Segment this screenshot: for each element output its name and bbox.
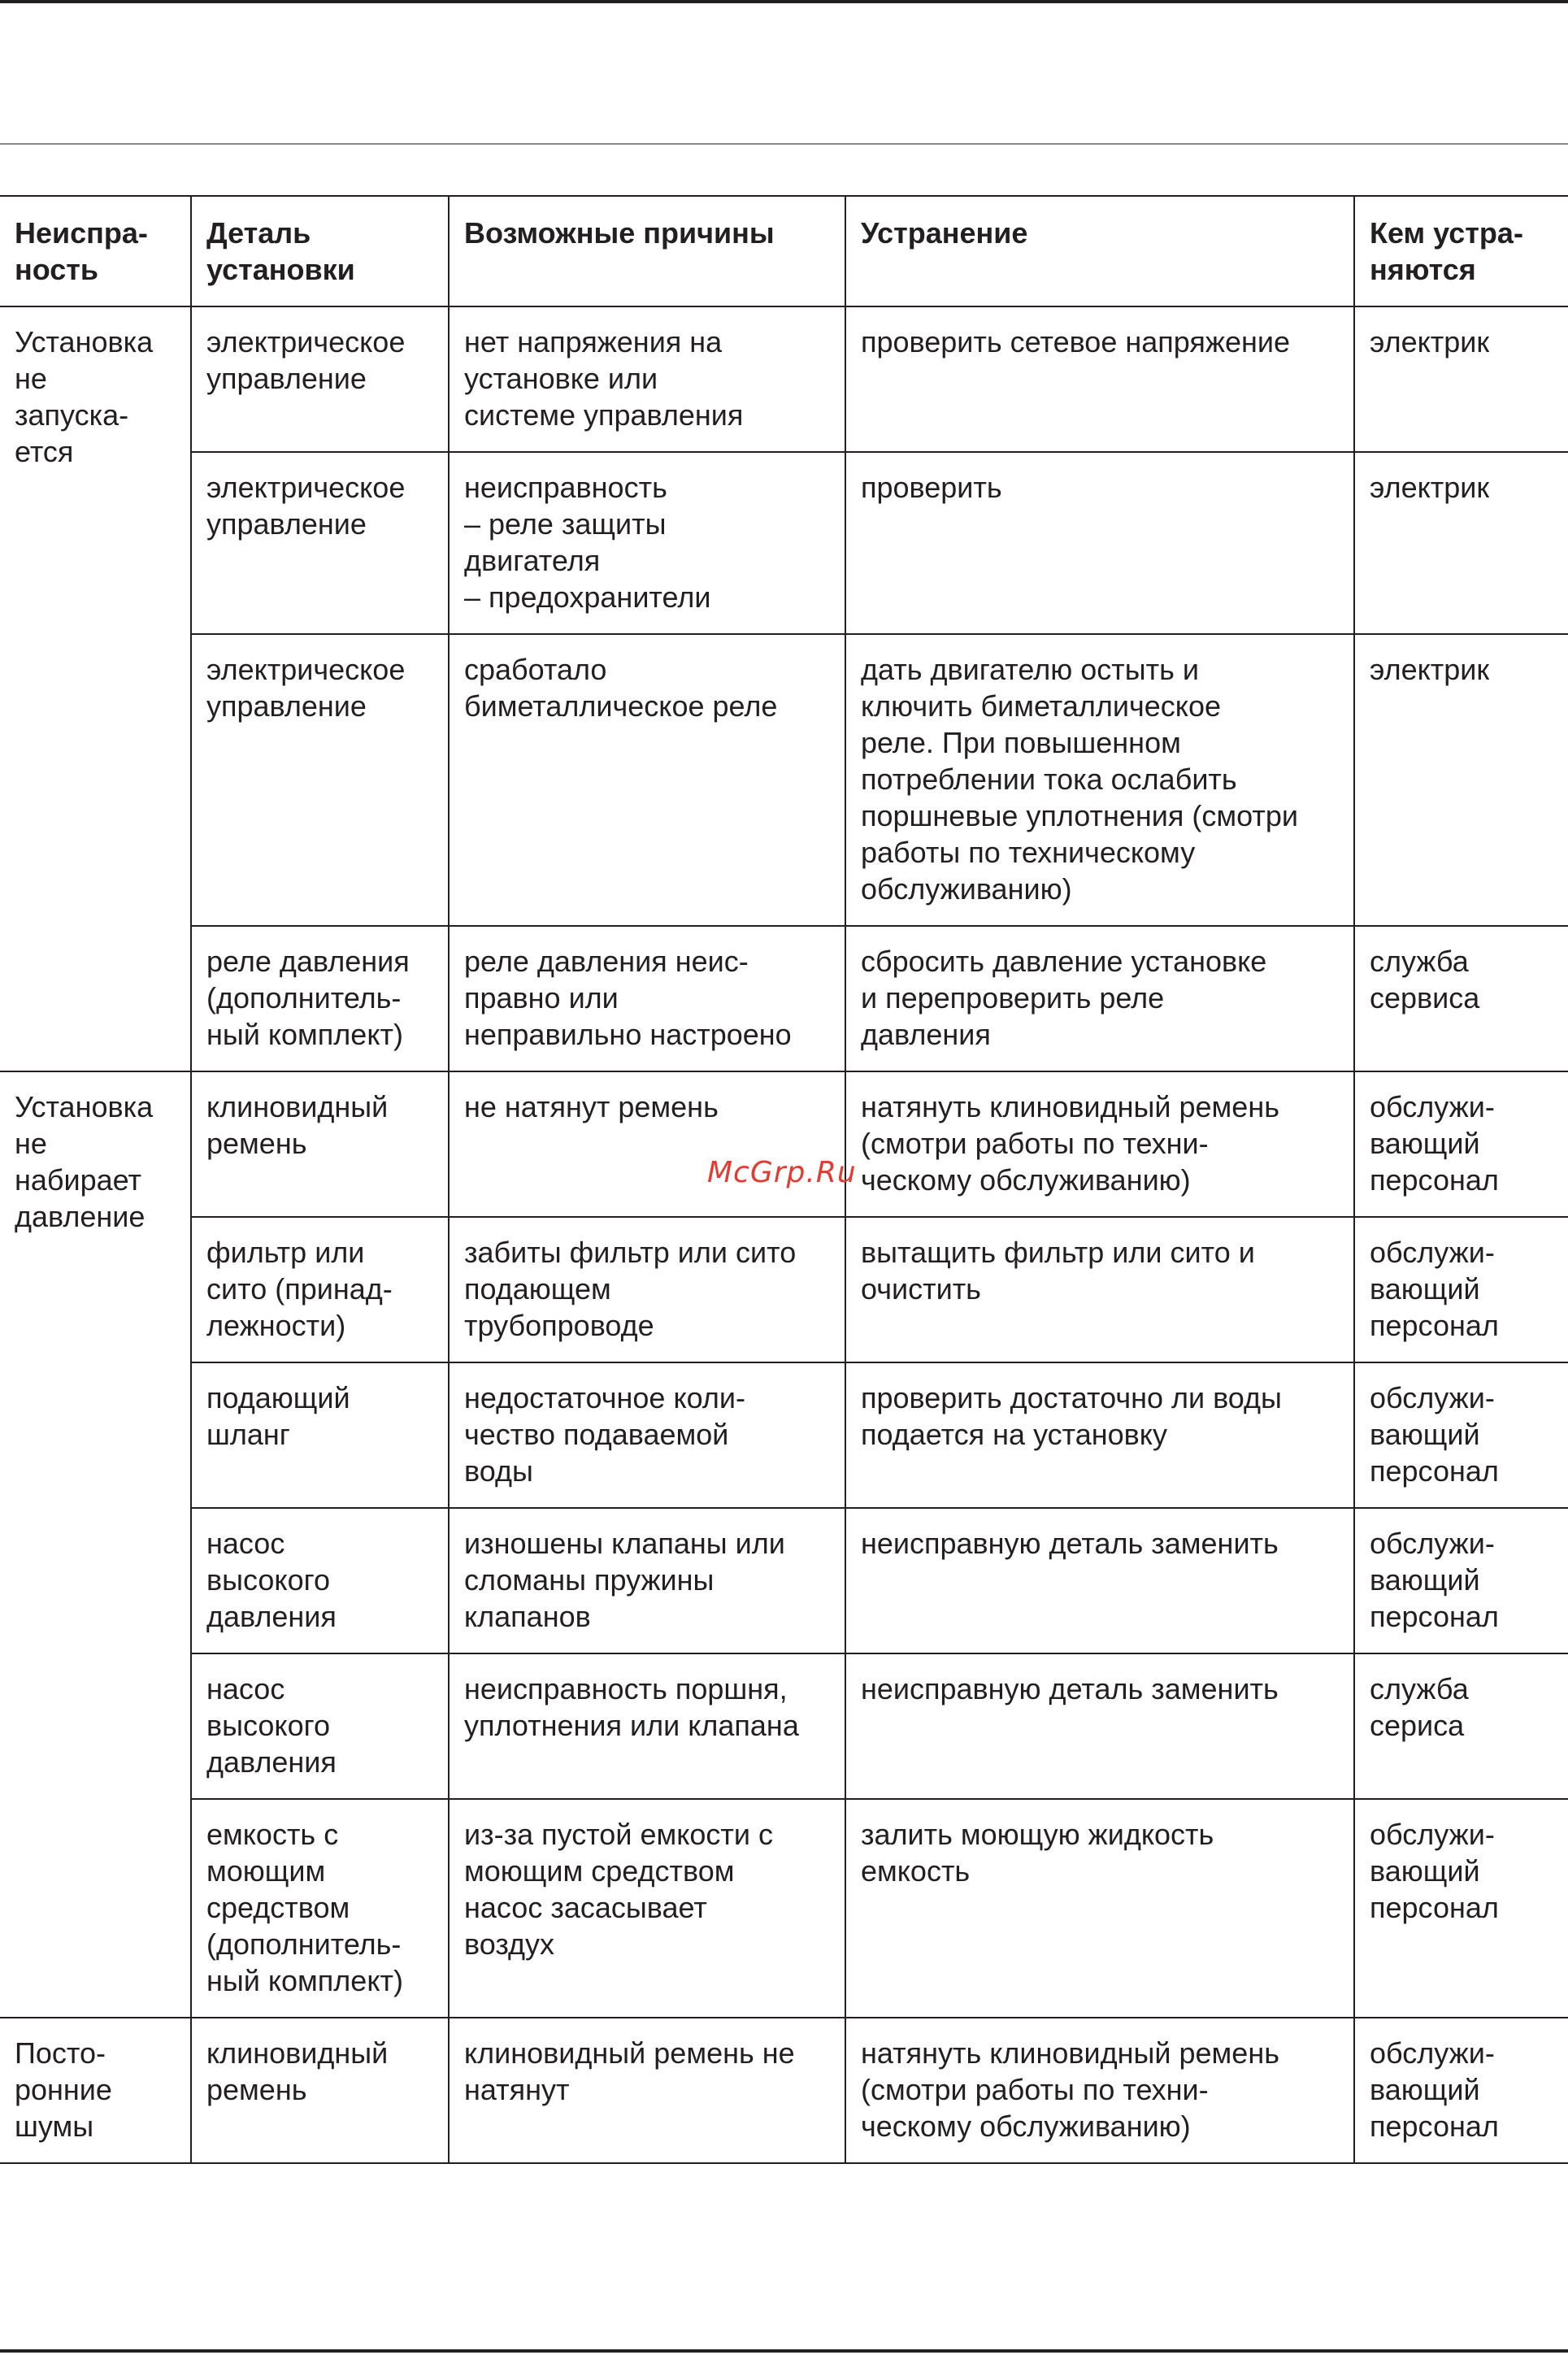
remedy-cell: натянуть клиновидный ремень (смотри работы по техни- ческому обслуживанию): [845, 1071, 1354, 1217]
remedy-cell: залить моющую жидкость емкость: [845, 1799, 1354, 2018]
remedy-cell: вытащить фильтр или сито и очистить: [845, 1217, 1354, 1362]
table-row: [0, 306, 1568, 452]
table-row: [0, 926, 1568, 1071]
remedy-cell: неисправную деталь заменить: [845, 1653, 1354, 1799]
watermark: McGrp.Ru: [707, 1156, 857, 1189]
cause-cell: неисправность – реле защиты двигателя – предохранители: [449, 452, 845, 634]
responsible-cell: электрик: [1354, 452, 1568, 634]
responsible-cell: электрик: [1354, 634, 1568, 926]
table-row: [0, 2018, 1568, 2163]
header-remedy: Устранение: [845, 196, 1354, 306]
responsible-cell: обслужи- вающий персонал: [1354, 1362, 1568, 1508]
table-row: [0, 1362, 1568, 1508]
top-rule: [0, 0, 1568, 3]
header-row: [0, 196, 1568, 306]
table-row: [0, 1071, 1568, 1217]
part-cell: насос высокого давления: [191, 1653, 449, 1799]
header-fault: Неиспра- ность: [0, 196, 191, 306]
table-body: [0, 306, 1568, 2163]
remedy-cell: натянуть клиновидный ремень (смотри работы по техни- ческому обслуживанию): [845, 2018, 1354, 2163]
table-row: [0, 452, 1568, 634]
header-responsible: Кем устра- няются: [1354, 196, 1568, 306]
fault-cell: Установка не запуска- ется: [0, 306, 191, 1071]
remedy-cell: дать двигателю остыть и ключить биметаллическое реле. При повышенном потреблении тока ослабить поршневые уплотнения (смотри работы по техническому обслуживанию): [845, 634, 1354, 926]
responsible-cell: служба сериса: [1354, 1653, 1568, 1799]
remedy-cell: проверить: [845, 452, 1354, 634]
table-row: [0, 1653, 1568, 1799]
responsible-cell: электрик: [1354, 306, 1568, 452]
part-cell: подающий шланг: [191, 1362, 449, 1508]
cause-cell: неисправность поршня, уплотнения или клапана: [449, 1653, 845, 1799]
header-rule: [0, 143, 1568, 145]
part-cell: клиновидный ремень: [191, 1071, 449, 1217]
cause-cell: забиты фильтр или сито подающем трубопроводе: [449, 1217, 845, 1362]
header-part: Деталь установки: [191, 196, 449, 306]
header-causes: Возможные причины: [449, 196, 845, 306]
part-cell: электрическое управление: [191, 306, 449, 452]
part-cell: емкость с моющим средством (дополнитель- ный комплект): [191, 1799, 449, 2018]
remedy-cell: сбросить давление установке и перепроверить реле давления: [845, 926, 1354, 1071]
remedy-cell: проверить сетевое напряжение: [845, 306, 1354, 452]
responsible-cell: служба сервиса: [1354, 926, 1568, 1071]
table-row: [0, 1799, 1568, 2018]
cause-cell: сработало биметаллическое реле: [449, 634, 845, 926]
part-cell: реле давления (дополнитель- ный комплект): [191, 926, 449, 1071]
cause-cell: реле давления неис- правно или неправильно настроено: [449, 926, 845, 1071]
table-row: [0, 634, 1568, 926]
part-cell: электрическое управление: [191, 452, 449, 634]
cause-cell: изношены клапаны или сломаны пружины клапанов: [449, 1508, 845, 1653]
responsible-cell: обслужи- вающий персонал: [1354, 1799, 1568, 2018]
cause-cell: клиновидный ремень не натянут: [449, 2018, 845, 2163]
table-header: [0, 196, 1568, 306]
responsible-cell: обслужи- вающий персонал: [1354, 2018, 1568, 2163]
bottom-rule: [0, 2349, 1568, 2353]
responsible-cell: обслужи- вающий персонал: [1354, 1217, 1568, 1362]
cause-cell: не натянут ремень: [449, 1071, 845, 1217]
table-row: [0, 1508, 1568, 1653]
part-cell: насос высокого давления: [191, 1508, 449, 1653]
fault-cell: Посто- ронние шумы: [0, 2018, 191, 2163]
part-cell: клиновидный ремень: [191, 2018, 449, 2163]
cause-cell: нет напряжения на установке или системе управления: [449, 306, 845, 452]
remedy-cell: проверить достаточно ли воды подается на установку: [845, 1362, 1354, 1508]
remedy-cell: неисправную деталь заменить: [845, 1508, 1354, 1653]
part-cell: фильтр или сито (принад- лежности): [191, 1217, 449, 1362]
responsible-cell: обслужи- вающий персонал: [1354, 1071, 1568, 1217]
cause-cell: недостаточное коли- чество подаваемой воды: [449, 1362, 845, 1508]
part-cell: электрическое управление: [191, 634, 449, 926]
responsible-cell: обслужи- вающий персонал: [1354, 1508, 1568, 1653]
cause-cell: из-за пустой емкости с моющим средством насос засасывает воздух: [449, 1799, 845, 2018]
table-row: [0, 1217, 1568, 1362]
fault-cell: Установка не набирает давление: [0, 1071, 191, 2018]
